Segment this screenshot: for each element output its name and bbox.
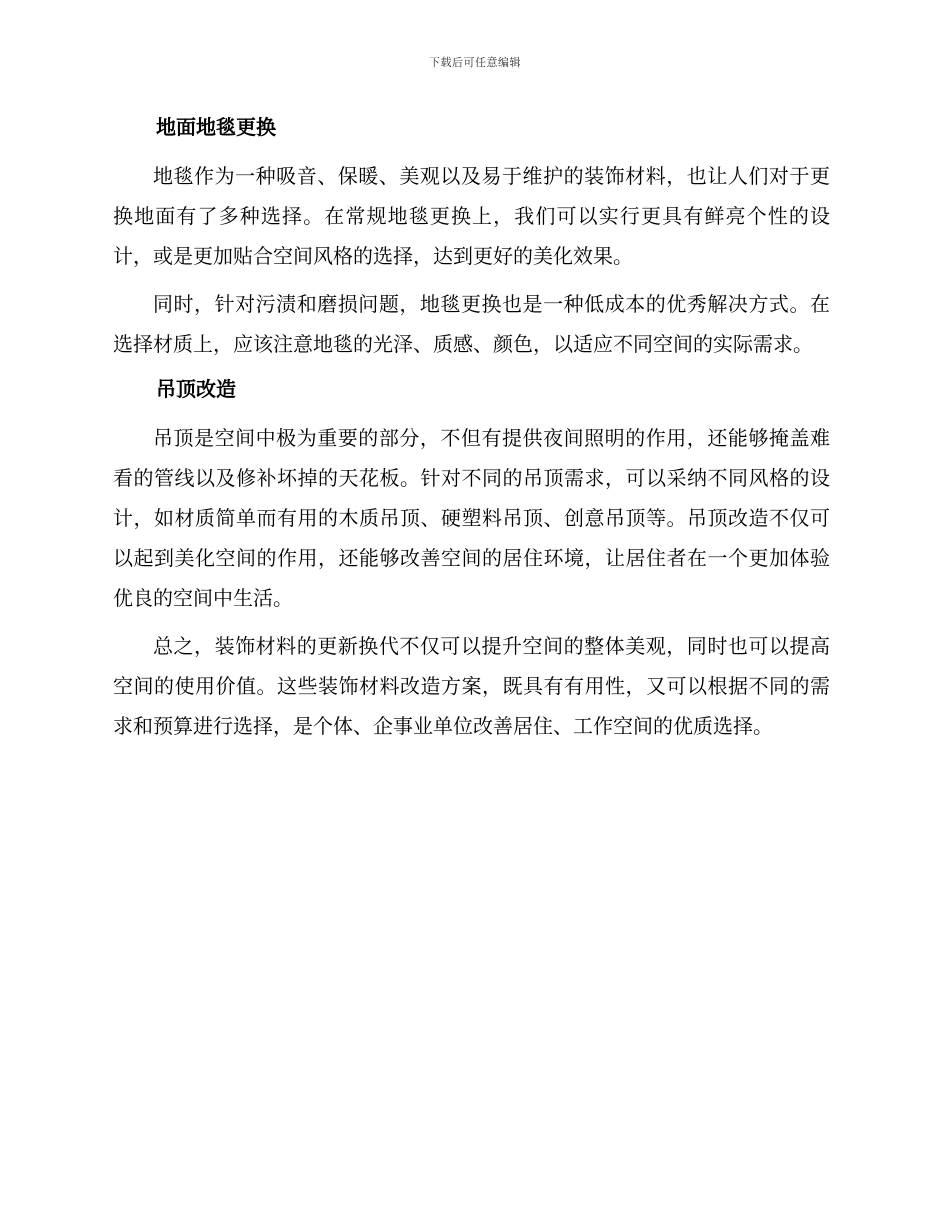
page-header: 下载后可任意编辑: [429, 56, 521, 69]
section-heading-carpet: 地面地毯更换: [156, 115, 276, 139]
document-body: [113, 110, 830, 754]
paragraph: 吊顶是空间中极为重要的部分，不但有提供夜间照明的作用，还能够掩盖难看的管线以及修补坏掉的天花板。针对不同的吊顶需求，可以采纳不同风格的设计，如材质简单而有用的木质吊顶、硬塑料吊顶、创意吊顶等。吊顶改造不仅可以起到美化空间的作用，还能够改善空间的居住环境，让居住者在一个更加体验优良的空间中生活。: [113, 426, 830, 610]
section-heading-ceiling: 吊顶改造: [156, 377, 236, 401]
paragraph: 同时，针对污渍和磨损问题，地毯更换也是一种低成本的优秀解决方式。在选择材质上，应该注意地毯的光泽、质感、颜色，以适应不同空间的实际需求。: [113, 292, 830, 356]
paragraph: 地毯作为一种吸音、保暖、美观以及易于维护的装饰材料，也让人们对于更换地面有了多种选择。在常规地毯更换上，我们可以实行更具有鲜亮个性的设计，或是更加贴合空间风格的选择，达到更好的美化效果。: [113, 164, 830, 268]
paragraph-conclusion: 总之，装饰材料的更新换代不仅可以提升空间的整体美观，同时也可以提高空间的使用价值。这些装饰材料改造方案，既具有有用性，又可以根据不同的需求和预算进行选择，是个体、企事业单位改善居住、工作空间的优质选择。: [113, 634, 830, 738]
